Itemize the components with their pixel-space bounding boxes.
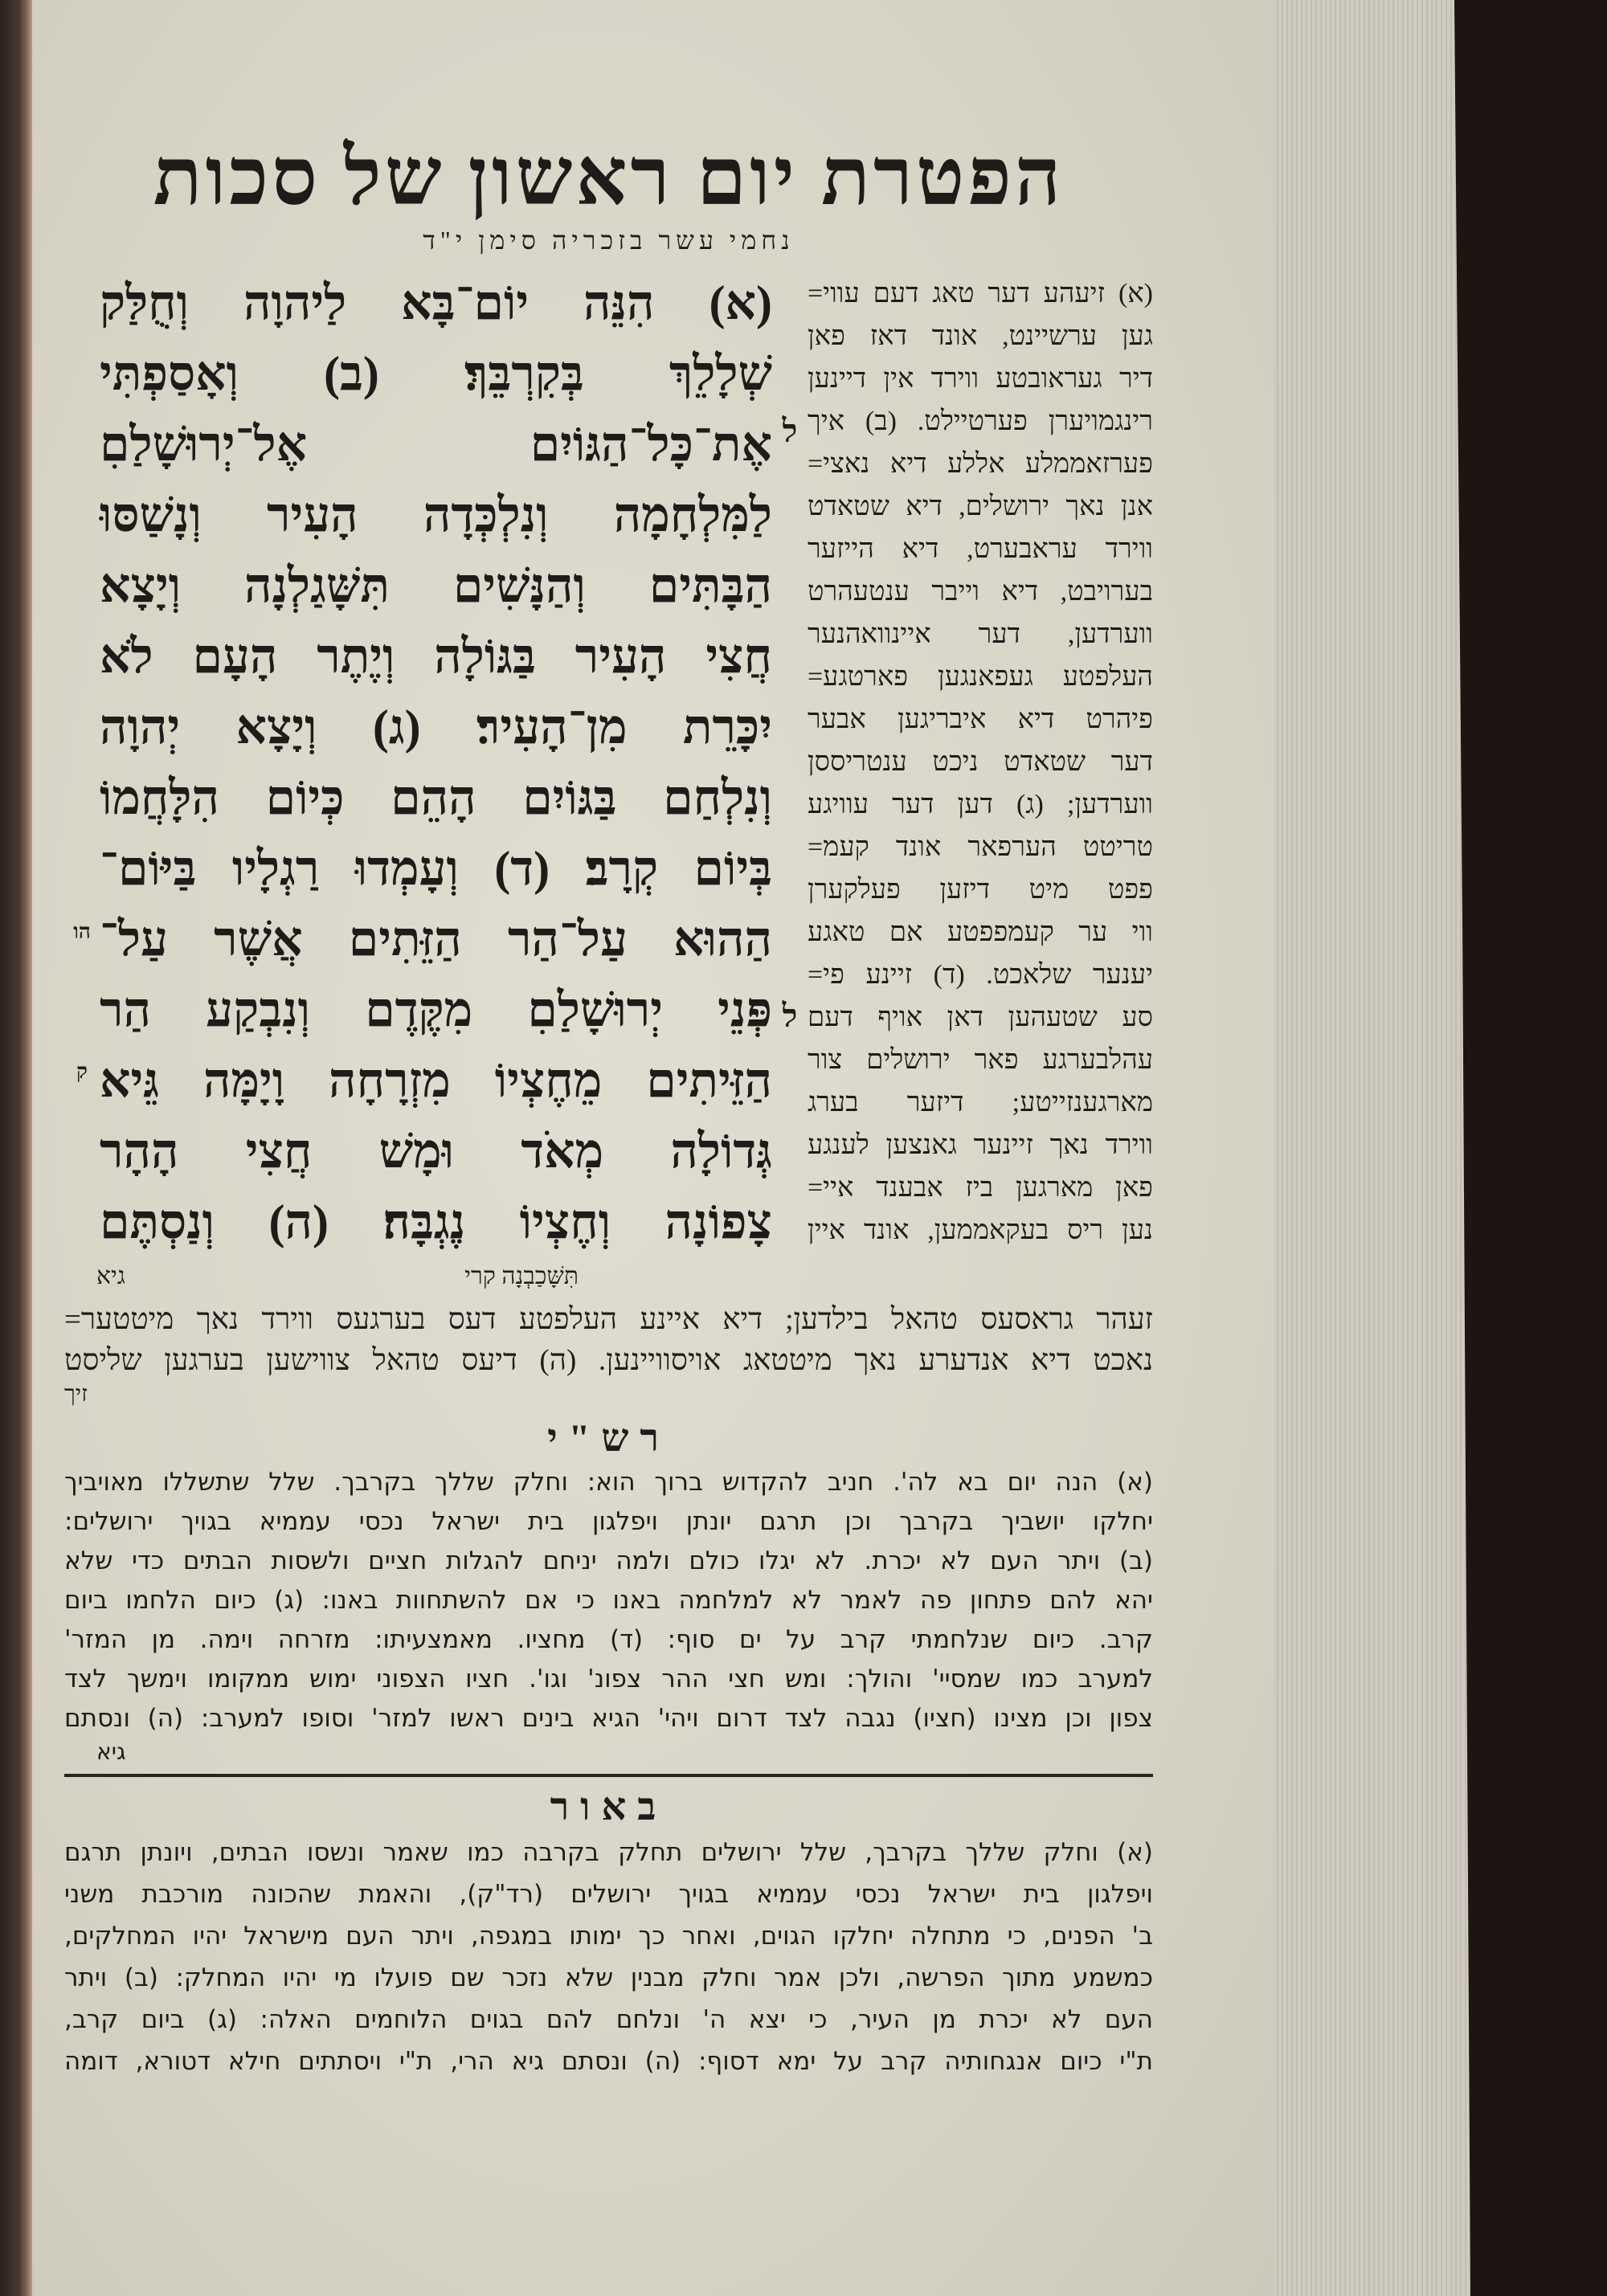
beur-heading: באור <box>550 1786 668 1828</box>
rashi-line: (ב) ויתר העם לא יכרת. לא יגלו כולם ולמה יניחם להגלות חציים ולשסות הבתים כדי שלא <box>64 1546 1153 1575</box>
catchword: גיא <box>96 1738 126 1765</box>
rashi-heading: רש"י <box>547 1417 670 1460</box>
translation-line: בערויבט, דיא וייבר ענטעהרט <box>808 577 1153 607</box>
book-binding <box>0 0 32 2296</box>
page-title: הפטרת יום ראשון של סכות <box>153 133 1065 222</box>
translation-line: זעהר גראסעס טהאל בילדען; דיא איינע העלפטע דעס בערגעס ווירד נאך מיטטער= <box>64 1303 1153 1336</box>
translation-line: סע שטעהען דאן אויף דעם <box>808 1003 1153 1032</box>
beur-line: העם לא יכרת מן העיר, כי יצא ה' ונלחם להם בגוים הלוחמים האלה: (ג) ביום קרב, <box>64 2005 1153 2034</box>
rashi-line: למערב כמו שמסיי' והולך: ומש חצי ההר צפונ' וגו'. חציו הצפוני ימוש ממקומו וימשך לצד <box>64 1665 1153 1693</box>
translation-line: פאן מארגען ביז אבענד איי= <box>808 1173 1153 1203</box>
scripture-line: שְׁלָלֵךְ בְּקִרְבֵּךְ׃ (ב) וְאָסַפְתִּי <box>100 347 772 400</box>
translation-line: אנן נאך ירושלים, דיא שטאדט <box>808 492 1153 521</box>
translation-line: גען ערשיינט, אונד דאז פאן <box>808 321 1153 351</box>
translation-line: ווירד עראבערט, דיא הייזער <box>808 534 1153 564</box>
main-section <box>64 268 1153 1257</box>
scripture-line: חֲצִי הָעִיר בַּגּוֹלָה וְיֶתֶר הָעָם לֹא <box>100 630 772 683</box>
beur-line: כמשמע מתוך הפרשה, ולכן אמר וחלק מבנין שלא נזכר שם פועלו מי יהיו המחלק: (ב) ויתר <box>64 1963 1153 1992</box>
translation-line: נען ריס בעקאממען, אונד איין <box>808 1215 1153 1245</box>
scripture-line: הַזֵּיתִים מֵחֶצְיוֹ מִזְרָחָה וָיָמָּה גֵּיא <box>100 1054 772 1107</box>
margin-note: ק <box>76 1060 88 1083</box>
translation-line: ווי ער קעמפפטע אם טאגע <box>808 917 1153 947</box>
margin-note: ל <box>782 413 798 449</box>
scripture-line: (א) הִנֵּה יוֹם־בָּא לַיהוָה וְחֻלַּק <box>100 276 772 329</box>
beur-line: ת"י כיום אנגחותיה קרב על ימא דסוף: (ה) ונסתם גיא הרי, ת"י ויסתתים חילא דטורא, דומה <box>64 2047 1153 2076</box>
beur-line: ויפלגון בית ישראל נכסי עממיא בגויך ירושלים (רד"ק), והאמת שהכונה מורכבת משני <box>64 1880 1153 1909</box>
translation-line: דיר געראובטע ווירד אין דיינען <box>808 364 1153 394</box>
margin-note: ל <box>782 998 798 1034</box>
translation-line: נאכט דיא אנדערע נאך מיטטאג אויסוויינען. (ה) דיעס טהאל צווישען בערגען שליסט <box>64 1344 1153 1377</box>
translation-line: יענער שלאכט. (ד) זיינע פי= <box>808 960 1153 990</box>
inner-margin <box>772 268 808 1036</box>
translation-line: ווערדען; (ג) דען דער עוויגע <box>808 790 1153 819</box>
scripture-line: לַמִּלְחָמָה וְנִלְכְּדָה הָעִיר וְנָשַׁסּוּ <box>100 488 772 541</box>
book-page <box>32 0 1274 2296</box>
scripture-line: הַהוּא עַל־הַר הַזֵּתִים אֲשֶׁר עַל־ <box>100 913 772 966</box>
rashi-line: יחלקו יושביך בקרבך וכן תרגם יונתן ויפלגון בית ישראל נכסי עממיא בגויך ירושלים: <box>64 1507 1153 1536</box>
outer-margin <box>64 268 100 1085</box>
translation-line: פערזאממלע אללע דיא נאצי= <box>808 449 1153 479</box>
scripture-line: וְנִלְחַם בַּגּוֹיִם הָהֵם כְּיוֹם הִלָּחֲמוֹ <box>100 771 772 824</box>
page-subtitle: נחמי עשר בזכריה סימן י"ד <box>423 226 795 255</box>
catchword: זיך <box>64 1382 88 1407</box>
beur-line: ב' הפנים, כי מתחלה יחלקו הגוים, ואחר כך ימותו במגפה, ויתר העם מישראל יהיו המחלקים, <box>64 1922 1153 1951</box>
translation-line: העלפטע געפאנגען פארטגע= <box>808 662 1153 692</box>
scripture-text <box>100 268 772 1257</box>
scripture-line: צָפוֹנָה וְחֶצְיוֹ נֶגְבָּה׃ (ה) וְנַסְתֶּם <box>100 1195 772 1248</box>
margin-note: הו <box>73 920 91 943</box>
page-fore-edge <box>1270 0 1470 2296</box>
translation-column <box>808 268 1153 1252</box>
rashi-commentary <box>64 1463 1153 1766</box>
rashi-line: (א) הנה יום בא לה'. חניב להקדוש ברוך הוא: וחלק שללך בקרבך. שלל שתשללו מאויביך <box>64 1468 1153 1497</box>
section-divider <box>64 1774 1153 1777</box>
translation-line: פפט מיט דיזען פעלקערן <box>808 875 1153 905</box>
keri-notes <box>64 1257 771 1299</box>
rashi-line: צפון וכן מצינו (חציו) נגבה לצד דרום ויהי' הגיא בינים ראשו למזר' וסופו למערב: (ה) ונסתם <box>64 1704 1153 1733</box>
keri-note: תִּשָּׁכַבְנָה קרי <box>464 1263 579 1289</box>
translation-line: עהלבערגע פאר ירושלים צור <box>808 1045 1153 1075</box>
translation-line: מארגענזייטע; דיזער בערג <box>808 1088 1153 1117</box>
scripture-line: גְּדוֹלָה מְאֹד וּמָשׁ חֲצִי הָהָר <box>100 1125 772 1178</box>
translation-line: ווירד נאך זיינער גאנצען לענגע <box>808 1130 1153 1160</box>
keri-note: גיא <box>96 1263 125 1289</box>
translation-continued <box>64 1299 1153 1408</box>
beur-commentary <box>64 1832 1153 2082</box>
scripture-line: אֶת־כָּל־הַגּוֹיִם אֶל־יְרוּשָׁלַםִ <box>100 418 772 471</box>
translation-line: (א) זיעהע דער טאג דעם עווי= <box>808 279 1153 308</box>
scripture-line: הַבָּתִּים וְהַנָּשִׁים תִּשָּׁגַלְנָה וְיָצָא <box>100 559 772 612</box>
translation-line: ווערדען, דער איינוואהנער <box>808 619 1153 649</box>
translation-line: דער שטאדט ניכט ענטריססן <box>808 747 1153 777</box>
translation-line: טריטט הערפאר אונד קעמ= <box>808 832 1153 862</box>
scripture-line: בְּיוֹם קְרָב׃ (ד) וְעָמְדוּ רַגְלָיו בַּיּוֹם־ <box>100 842 772 895</box>
rashi-line: קרב. כיום שנלחמתי קרב על ים סוף: (ד) מחציו. מאמצעיתו: מזרחה וימה. מן המזר' <box>64 1625 1153 1654</box>
scripture-line: יִכָּרֵת מִן־הָעִיר׃ (ג) וְיָצָא יְהוָה <box>100 701 772 754</box>
translation-line: פיהרט דיא איבריגען אבער <box>808 705 1153 734</box>
beur-line: (א) וחלק שללך בקרבך, שלל ירושלים תחלק בקרבה כמו שאמר ונשסו הבתים, ויונתן תרגם <box>64 1838 1153 1867</box>
translation-line: רינגמויערן פערטיילט. (ב) איך <box>808 406 1153 436</box>
rashi-line: יהא להם פתחון פה לאמר לא למלחמה באנו כי אם להשתחוות באנו: (ג) כיום הלחמו ביום <box>64 1586 1153 1615</box>
scripture-line: פְּנֵי יְרוּשָׁלַםִ מִקֶּדֶם וְנִבְקַע הַר <box>100 983 772 1036</box>
